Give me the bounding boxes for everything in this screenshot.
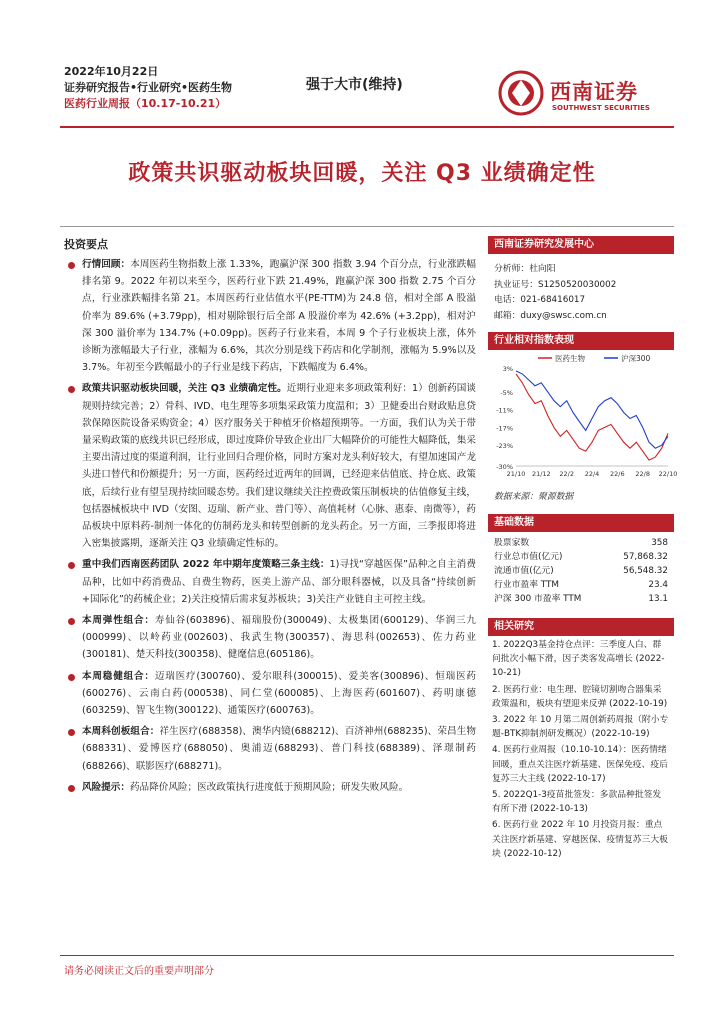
related-item[interactable]: 5. 2022Q1-3疫苗批签发：多款品种批签发有所下滑 (2022-10-13) (492, 790, 662, 815)
basic-data-table (488, 536, 674, 606)
series-line (516, 371, 668, 448)
rating: 强于大市(维持) (306, 77, 403, 93)
stat-label: 股票家数 (494, 538, 530, 548)
legend-label: 沪深300 (621, 354, 651, 363)
paragraph-text: 1)寻找“穿越医保”品种之自主消费品种，比如中药消费品、自费生物药，医美上游产品、部分眼科器械，以及具备“持续创新+国际化”的药械企业；2)关注疫情后需求复苏板块；3)关注产业链自主可控主线。 (82, 559, 476, 605)
paragraph-text: 近期行业迎来多项政策利好：1）创新药国谈规则持续完善；2）骨科、IVD、电生理等多项集采政策力度温和；3）卫健委出台财政贴息贷款保障医院设备采购资金；4）医疗服务关于种植牙价格超预期等。一方面，我们认为关于带量采购政策的底线共识已经形成，即过度降价导致企业出厂大幅降价的可能性大幅降低，集采主要出清过度的渠道利润，让行业回归合理价格，同时方案对龙头利好较大，有望加速国产龙头进口替代和份额提升；另一方面，医药经过近两年的回调，已经迎来估值底、持仓底、政策底，后续行业有望呈现持续回暖态势。我们建议继续关注控费政策压制板块的估值修复主线，包括器械板块中 IVD（安图、迈瑞、新产业、普门等）、高值耗材（心脉、惠泰、南微等），药品板块中原料药-制剂一体化的仿制药龙头和转型创新的龙头药企。另一方面，三季报即将进入密集披露期，逐渐关注 Q3 业绩确定性标的。 (82, 383, 476, 550)
section-heading: 投资要点 (64, 238, 108, 251)
related-item[interactable]: 3. 2022 年 10 月第二周创新药周报（附小专题-BTK抑制剂研发概况）(2022-10-19) (492, 715, 669, 740)
report-type: 证券研究报告•行业研究•医药生物 (64, 81, 233, 94)
phone: 电话：021-68416017 (494, 295, 586, 305)
analyst: 分析师：杜向阳 (494, 264, 556, 274)
stat-value: 13.1 (648, 594, 668, 604)
paragraph-text: 药品降价风险；医改政策执行进度低于预期风险；研发失败风险。 (129, 781, 409, 793)
stat-value: 56,548.32 (623, 566, 668, 576)
stat-row (488, 536, 674, 550)
team-title: 西南证券研究发展中心 (488, 236, 674, 254)
index-chart (488, 350, 678, 490)
stat-value: 57,868.32 (623, 552, 668, 562)
title-divider (60, 226, 674, 227)
logo-english: SOUTHWEST SECURITIES (552, 104, 650, 112)
chart-source: 数据来源：聚源数据 (494, 492, 574, 502)
related-item[interactable]: 4. 医药行业周报（10.10-10.14）：医药情绪回暖，重点关注医疗新基建、医保免疫、疫后复苏三大主线 (2022-10-17) (492, 745, 668, 784)
y-tick-label: 3% (502, 365, 513, 373)
paragraph-text: 本周医药生物指数上涨 1.33%，跑赢沪深 300 指数 3.94 个百分点，行业涨跌幅排名第 9。2022 年初以来至今，医药行业下跌 21.49%，跑赢沪深 300 指数 2.75 个百分点，行业涨跌幅排名第 21。本周医药行业估值水平(PE-TTM)为 24.8 倍，相对全部 A 股溢价率为 89.6% (+3.79pp)，相对剔除银行后全部 A 股溢价率为 42.6% (+3.2pp)，相对沪深 300 溢价率为 134.7% (+0.09pp)。医药子行业来看，本周 9 个子行业板块上涨，体外诊断为涨幅最大子行业，涨幅为 6.6%，其次分别是线下药店和化学制剂，涨幅为 5.9%以及 3.7%。年初至今跌幅最小的子行业是线下药店，下跌幅度为 6.4%。 (82, 259, 476, 374)
bullet-paragraph (64, 612, 476, 664)
stat-value: 358 (651, 538, 668, 548)
series-line (516, 374, 668, 460)
basic-data-title: 基础数据 (488, 514, 674, 532)
footer-divider (60, 955, 674, 956)
stat-row (488, 550, 674, 564)
cert-number: 执业证号：S1250520030002 (494, 279, 617, 290)
paragraph-text: 寿仙谷(603896)、福瑞股份(300049)、太极集团(600129)、华润三九(000999)、以岭药业(002603)、我武生物(300357)、海思科(002653)、佐力药业(300181)、楚天科技(300358)、健麾信息(605186)。 (82, 615, 477, 661)
paragraph-heading: 政策共识驱动板块回暖，关注 Q3 业绩确定性。 (82, 383, 287, 395)
bullet-paragraph (64, 668, 476, 720)
x-tick-label: 22/10 (658, 470, 678, 478)
email[interactable]: 邮箱：duxy@swsc.com.cn (494, 310, 607, 321)
x-tick-label: 22/4 (584, 470, 600, 478)
x-tick-label: 22/6 (610, 470, 625, 478)
x-tick-label: 22/8 (635, 470, 650, 478)
stat-label: 行业总市值(亿元) (494, 552, 563, 562)
related-item[interactable]: 1. 2022Q3基金持仓点评：三季度人白、群问批次小幅下滑，因子类客发高增长 (2022-10-21) (492, 640, 665, 679)
stat-row (488, 578, 674, 592)
y-tick-label: -17% (496, 424, 513, 433)
header-divider (60, 126, 674, 128)
report-series: 医药行业周报（10.17-10.21） (64, 97, 227, 110)
paragraph-text: 祥生医疗(688358)、澳华内镜(688212)、百济神州(688235)、荣昌生物(688331)、爱博医疗(688050)、奥浦迈(688293)、普门科技(688389)、泽璟制药(688266)、联影医疗(688271)。 (82, 726, 477, 772)
related-title: 相关研究 (488, 618, 674, 636)
y-tick-label: -30% (496, 463, 513, 471)
bullet-paragraph (64, 779, 476, 796)
paragraph-heading: 重中我们西南医药团队 2022 年中期年度策略三条主线： (82, 559, 330, 571)
paragraph-heading: 本周弹性组合： (82, 615, 155, 627)
bullet-paragraph (64, 256, 476, 376)
stat-label: 行业市盈率 TTM (494, 580, 559, 590)
bullet-paragraph (64, 380, 476, 552)
paragraph-heading: 风险提示： (82, 781, 130, 793)
related-item[interactable]: 2. 医药行业：电生理、腔镜切割吻合器集采政策温和，板块有望迎来反弹 (2022-10-19) (492, 684, 668, 709)
y-tick-label: -23% (496, 442, 513, 451)
bullet-paragraph (64, 556, 476, 608)
paragraph-heading: 行情回顾： (82, 259, 131, 270)
related-item[interactable]: 6. 医药行业 2022 年 10 月投资月报：重点关注医疗新基建、穿越医保、疫情复苏三大板块 (2022-10-12) (492, 820, 668, 859)
y-tick-label: -11% (496, 406, 513, 415)
stat-value: 23.4 (648, 580, 668, 590)
x-tick-label: 22/2 (559, 470, 574, 478)
stat-label: 流通市值(亿元) (494, 566, 554, 576)
report-title: 政策共识驱动板块回暖，关注 Q3 业绩确定性 (128, 161, 596, 186)
paragraph-heading: 本周科创板组合： (82, 726, 160, 738)
logo-text: 西南证券 (550, 79, 638, 104)
stat-row (488, 564, 674, 578)
legend-label: 医药生物 (555, 354, 585, 363)
paragraph-text: 迈瑞医疗(300760)、爱尔眼科(300015)、爱美客(300896)、恒瑞医药(600276)、云南白药(000538)、同仁堂(600085)、上海医药(601607)、药明康德(603259)、智飞生物(300122)、通策医疗(600763)。 (82, 670, 477, 717)
paragraph-heading: 本周稳健组合： (82, 670, 155, 682)
stat-label: 沪深 300 市盈率 TTM (494, 594, 582, 604)
x-tick-label: 21/12 (531, 470, 551, 478)
sidebar (488, 236, 678, 863)
line-chart (488, 350, 678, 490)
x-tick-label: 21/10 (506, 470, 526, 478)
chart-title: 行业相对指数表现 (488, 332, 674, 350)
company-logo (498, 70, 678, 118)
bullet-paragraph (64, 723, 476, 775)
related-list (488, 636, 674, 861)
stat-row (488, 592, 674, 606)
header-left (64, 64, 232, 112)
y-tick-label: -5% (500, 388, 513, 397)
report-date: 2022年10月22日 (64, 65, 159, 78)
main-content (64, 252, 476, 796)
footer-disclaimer[interactable]: 请务必阅读正文后的重要声明部分 (64, 966, 214, 977)
logo-mark-icon (498, 70, 544, 116)
